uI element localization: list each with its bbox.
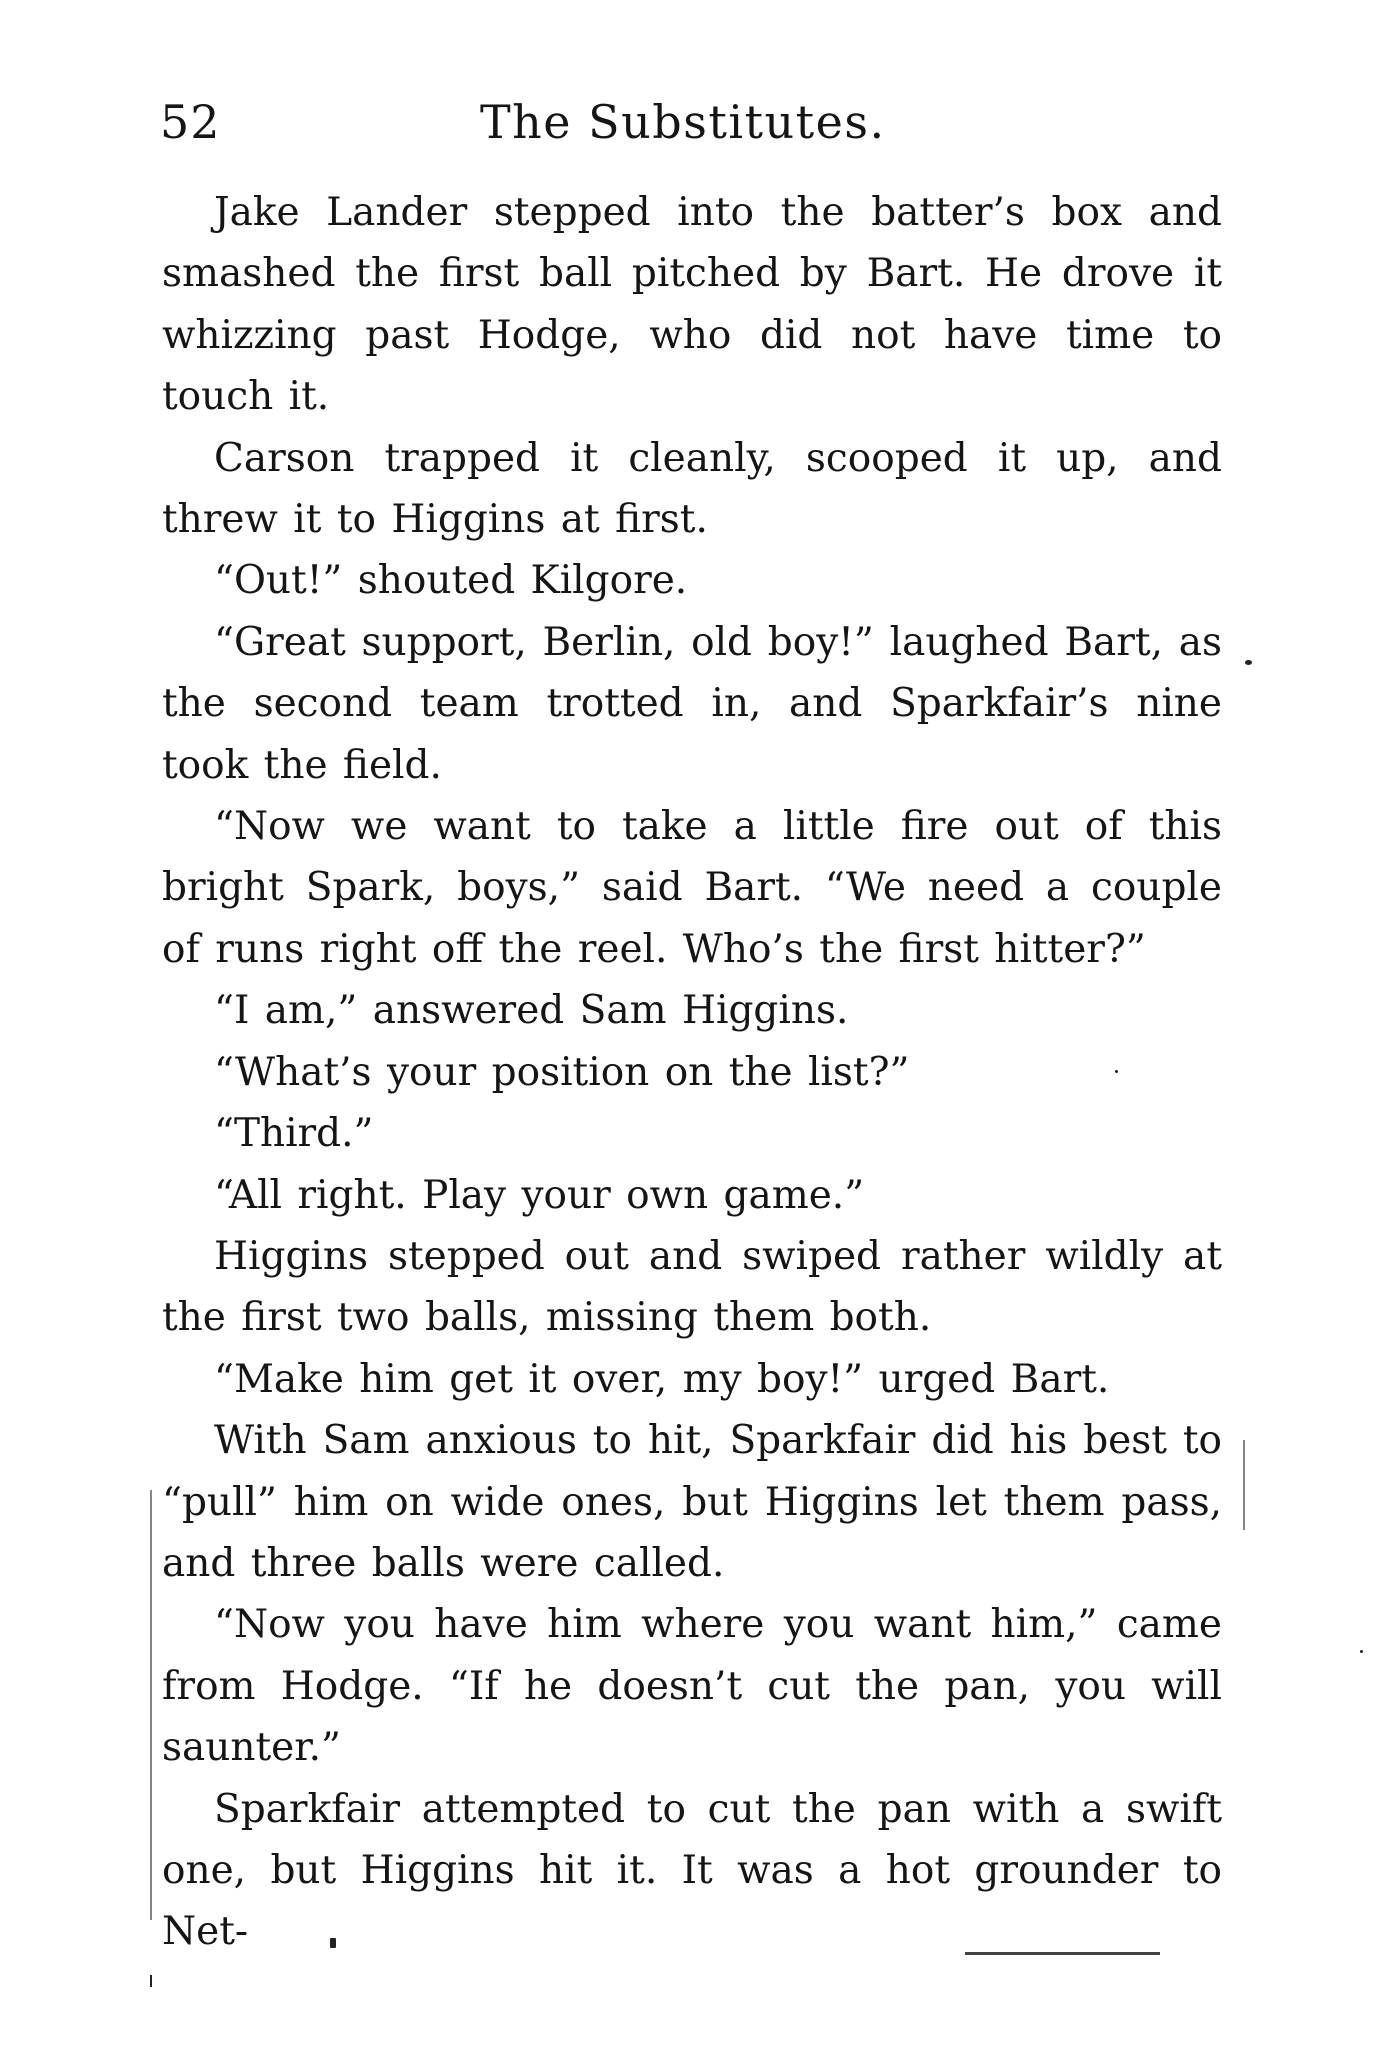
running-title: The Substitutes. xyxy=(480,95,886,149)
scan-bottom-rule xyxy=(965,1952,1160,1955)
scan-speck xyxy=(330,1938,336,1948)
running-head xyxy=(160,92,1230,152)
paragraph-5: “Now we want to take a little fire out of this bright Spark, boys,” said Bart. “We need a couple of runs right off the reel. Who’s the first hitter?” xyxy=(162,804,1222,972)
paragraph-12: With Sam anxious to hit, Sparkfair did his best to “pull” him on wide ones, but Higgins let them pass, and three balls were called. xyxy=(162,1418,1222,1586)
paragraph-4: “Great support, Berlin, old boy!” laughed Bart, as the second team trotted in, and Sparkfair’s nine took the field. xyxy=(162,619,1222,788)
paragraph-13: “Now you have him where you want him,” came from Hodge. “If he doesn’t cut the pan, you will saunter.” xyxy=(162,1602,1222,1771)
paragraph-2: Carson trapped it cleanly, scooped it up, and threw it to Higgins at first. xyxy=(162,435,1222,543)
scan-margin-line-right xyxy=(1243,1440,1245,1530)
paragraph-3: “Out!” shouted Kilgore. xyxy=(214,558,688,604)
paragraph-1: Jake Lander stepped into the batter’s box and smashed the first ball pitched by Bart. He drove it whizzing past Hodge, who did not have time to touch it. xyxy=(162,190,1222,420)
paragraph-9: “All right. Play your own game.” xyxy=(214,1172,865,1218)
scan-speck xyxy=(1360,1650,1363,1653)
paragraph-11: “Make him get it over, my boy!” urged Bart. xyxy=(214,1356,1110,1402)
scan-speck xyxy=(150,1975,152,1987)
paragraph-8: “Third.” xyxy=(214,1111,374,1157)
scan-margin-line-left xyxy=(150,1490,152,1920)
paragraph-10: Higgins stepped out and swiped rather wildly at the first two balls, missing them both. xyxy=(162,1233,1222,1341)
body-text xyxy=(162,182,1222,1963)
page-number: 52 xyxy=(160,95,221,149)
paragraph-7: “What’s your position on the list?” xyxy=(214,1049,910,1095)
paragraph-6: “I am,” answered Sam Higgins. xyxy=(214,988,849,1034)
scan-speck xyxy=(1115,1070,1118,1073)
paragraph-14: Sparkfair attempted to cut the pan with a swift one, but Higgins hit it. It was a hot grounder to Net- xyxy=(162,1786,1222,1955)
scan-speck xyxy=(1245,660,1252,665)
